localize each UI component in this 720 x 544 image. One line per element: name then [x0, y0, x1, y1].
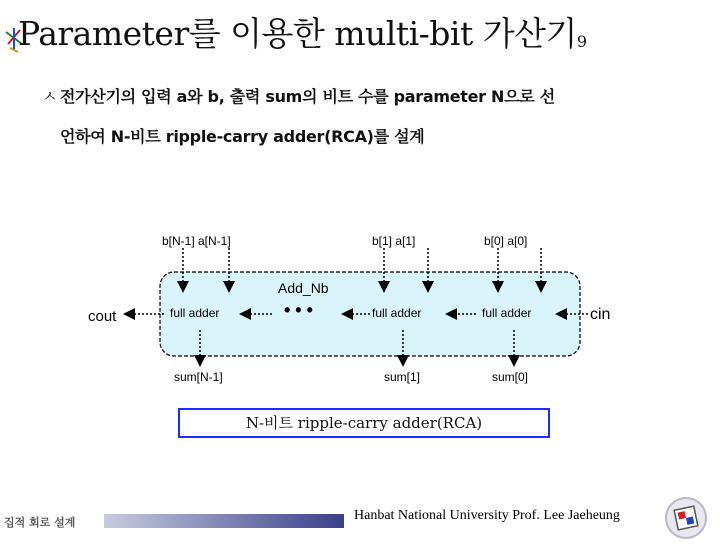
cin-label: cin — [590, 306, 611, 323]
input-label-2: b[1] a[1] — [372, 234, 416, 248]
cout-label: cout — [88, 308, 117, 325]
diagram-caption: N-비트 ripple-carry adder(RCA) — [178, 408, 550, 438]
ellipsis: • • • — [284, 300, 313, 320]
block-label: Add_Nb — [278, 280, 329, 296]
full-adder-0: full adder — [482, 306, 532, 320]
footer-gradient-bar — [104, 514, 344, 528]
full-adder-1: full adder — [372, 306, 422, 320]
output-label-0: sum[0] — [492, 370, 529, 384]
university-logo-icon — [662, 496, 710, 540]
input-label-3: b[0] a[0] — [484, 234, 528, 248]
output-label-1: sum[1] — [384, 370, 421, 384]
body-text-line-2: 언하여 N-비트 ripple-carry adder(RCA)를 설계 — [60, 127, 425, 146]
input-label-1: b[N-1] a[N-1] — [162, 234, 231, 248]
footer-credit: Hanbat National University Prof. Lee Jaeheung — [354, 508, 620, 523]
output-label-nminus1: sum[N-1] — [174, 370, 223, 384]
bullet-icon: ㅅ — [42, 87, 58, 106]
page-title-text: Parameter를 이용한 multi-bit 가산기 — [18, 14, 577, 53]
footer-course: 집적 회로 설계 — [4, 516, 76, 529]
page-number: 9 — [576, 32, 587, 51]
body-text-line-1: 전가산기의 입력 a와 b, 출력 sum의 비트 수를 parameter N으로 선 — [60, 87, 555, 106]
full-adder-nminus1: full adder — [170, 306, 220, 320]
